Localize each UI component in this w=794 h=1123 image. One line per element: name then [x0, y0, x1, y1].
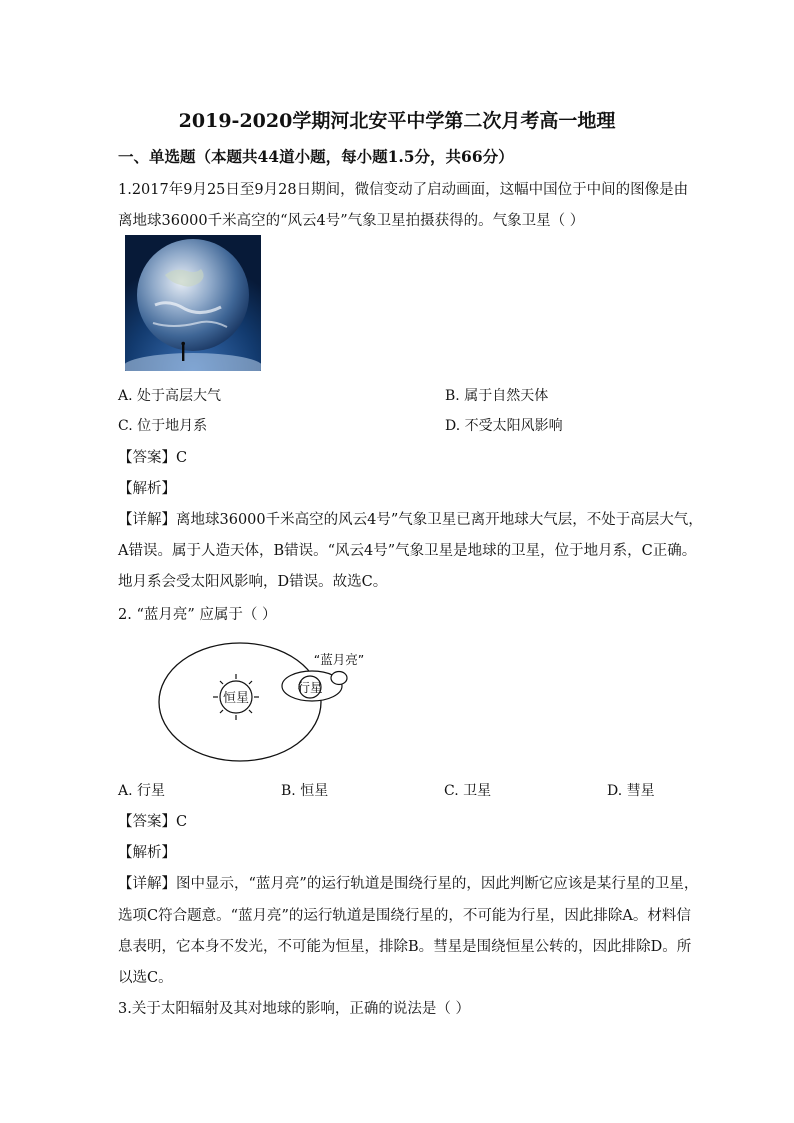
q2-stem: 2. “蓝月亮” 应属于（ ） — [118, 607, 277, 623]
q1-detail-line3: 地月系会受太阳风影响，D错误。故选C。 — [118, 574, 388, 590]
q2-answer: 【答案】C — [118, 814, 188, 830]
q1-answer: 【答案】C — [118, 450, 188, 466]
blue-moon-symbol — [331, 672, 347, 685]
q2-detail-line1: 【详解】图中显示，“蓝月亮”的运行轨道是围绕行星的，因此判断它应该是某行星的卫星， — [118, 876, 699, 892]
q2-detail-line2: 选项C符合题意。“蓝月亮”的运行轨道是围绕行星的，不可能为行星，因此排除A。材料信 — [118, 908, 691, 924]
planet-label: 行星 — [297, 680, 323, 695]
q2-option-a: A. 行星 — [118, 783, 166, 799]
section-heading: 一、单选题（本题共44道小题，每小题1.5分，共66分） — [118, 147, 514, 166]
earth-photo — [125, 235, 261, 371]
q1-analysis-label: 【解析】 — [118, 481, 176, 497]
q1-detail-line1: 【详解】离地球36000千米高空的风云4号”气象卫星已离开地球大气层，不处于高层大气， — [118, 512, 703, 528]
q1-option-c: C. 位于地月系 — [118, 418, 208, 434]
star-label: 恒星 — [222, 691, 250, 706]
q2-option-d: D. 彗星 — [607, 783, 655, 799]
orbit-diagram — [150, 640, 390, 765]
q2-analysis-label: 【解析】 — [118, 845, 176, 861]
q2-detail-line4: 以选C。 — [118, 970, 173, 986]
q2-detail-line3: 息表明，它本身不发光，不可能为恒星，排除B。彗星是围绕恒星公转的，因此排除D。所 — [118, 939, 692, 955]
q1-detail-line2: A错误。属于人造天体，B错误。“风云4号”气象卫星是地球的卫星，位于地月系，C正确。 — [118, 543, 697, 559]
q1-stem-line1: 1.2017年9月25日至9月28日期间，微信变动了启动画面，这幅中国位于中间的图像是由 — [118, 182, 689, 198]
q2-option-c: C. 卫星 — [444, 783, 492, 799]
q1-option-d: D. 不受太阳风影响 — [445, 418, 563, 434]
q2-option-b: B. 恒星 — [281, 783, 329, 799]
q1-option-a: A. 处于高层大气 — [118, 388, 222, 404]
q1-stem-line2: 离地球36000千米高空的“风云4号”气象卫星拍摄获得的。气象卫星（ ） — [118, 213, 585, 229]
q1-option-b: B. 属于自然天体 — [445, 388, 549, 404]
blue-moon-label: “蓝月亮” — [313, 652, 365, 667]
q3-stem: 3.关于太阳辐射及其对地球的影响，正确的说法是（ ） — [118, 1001, 470, 1017]
page-title: 2019-2020学期河北安平中学第二次月考高一地理 — [178, 110, 616, 132]
